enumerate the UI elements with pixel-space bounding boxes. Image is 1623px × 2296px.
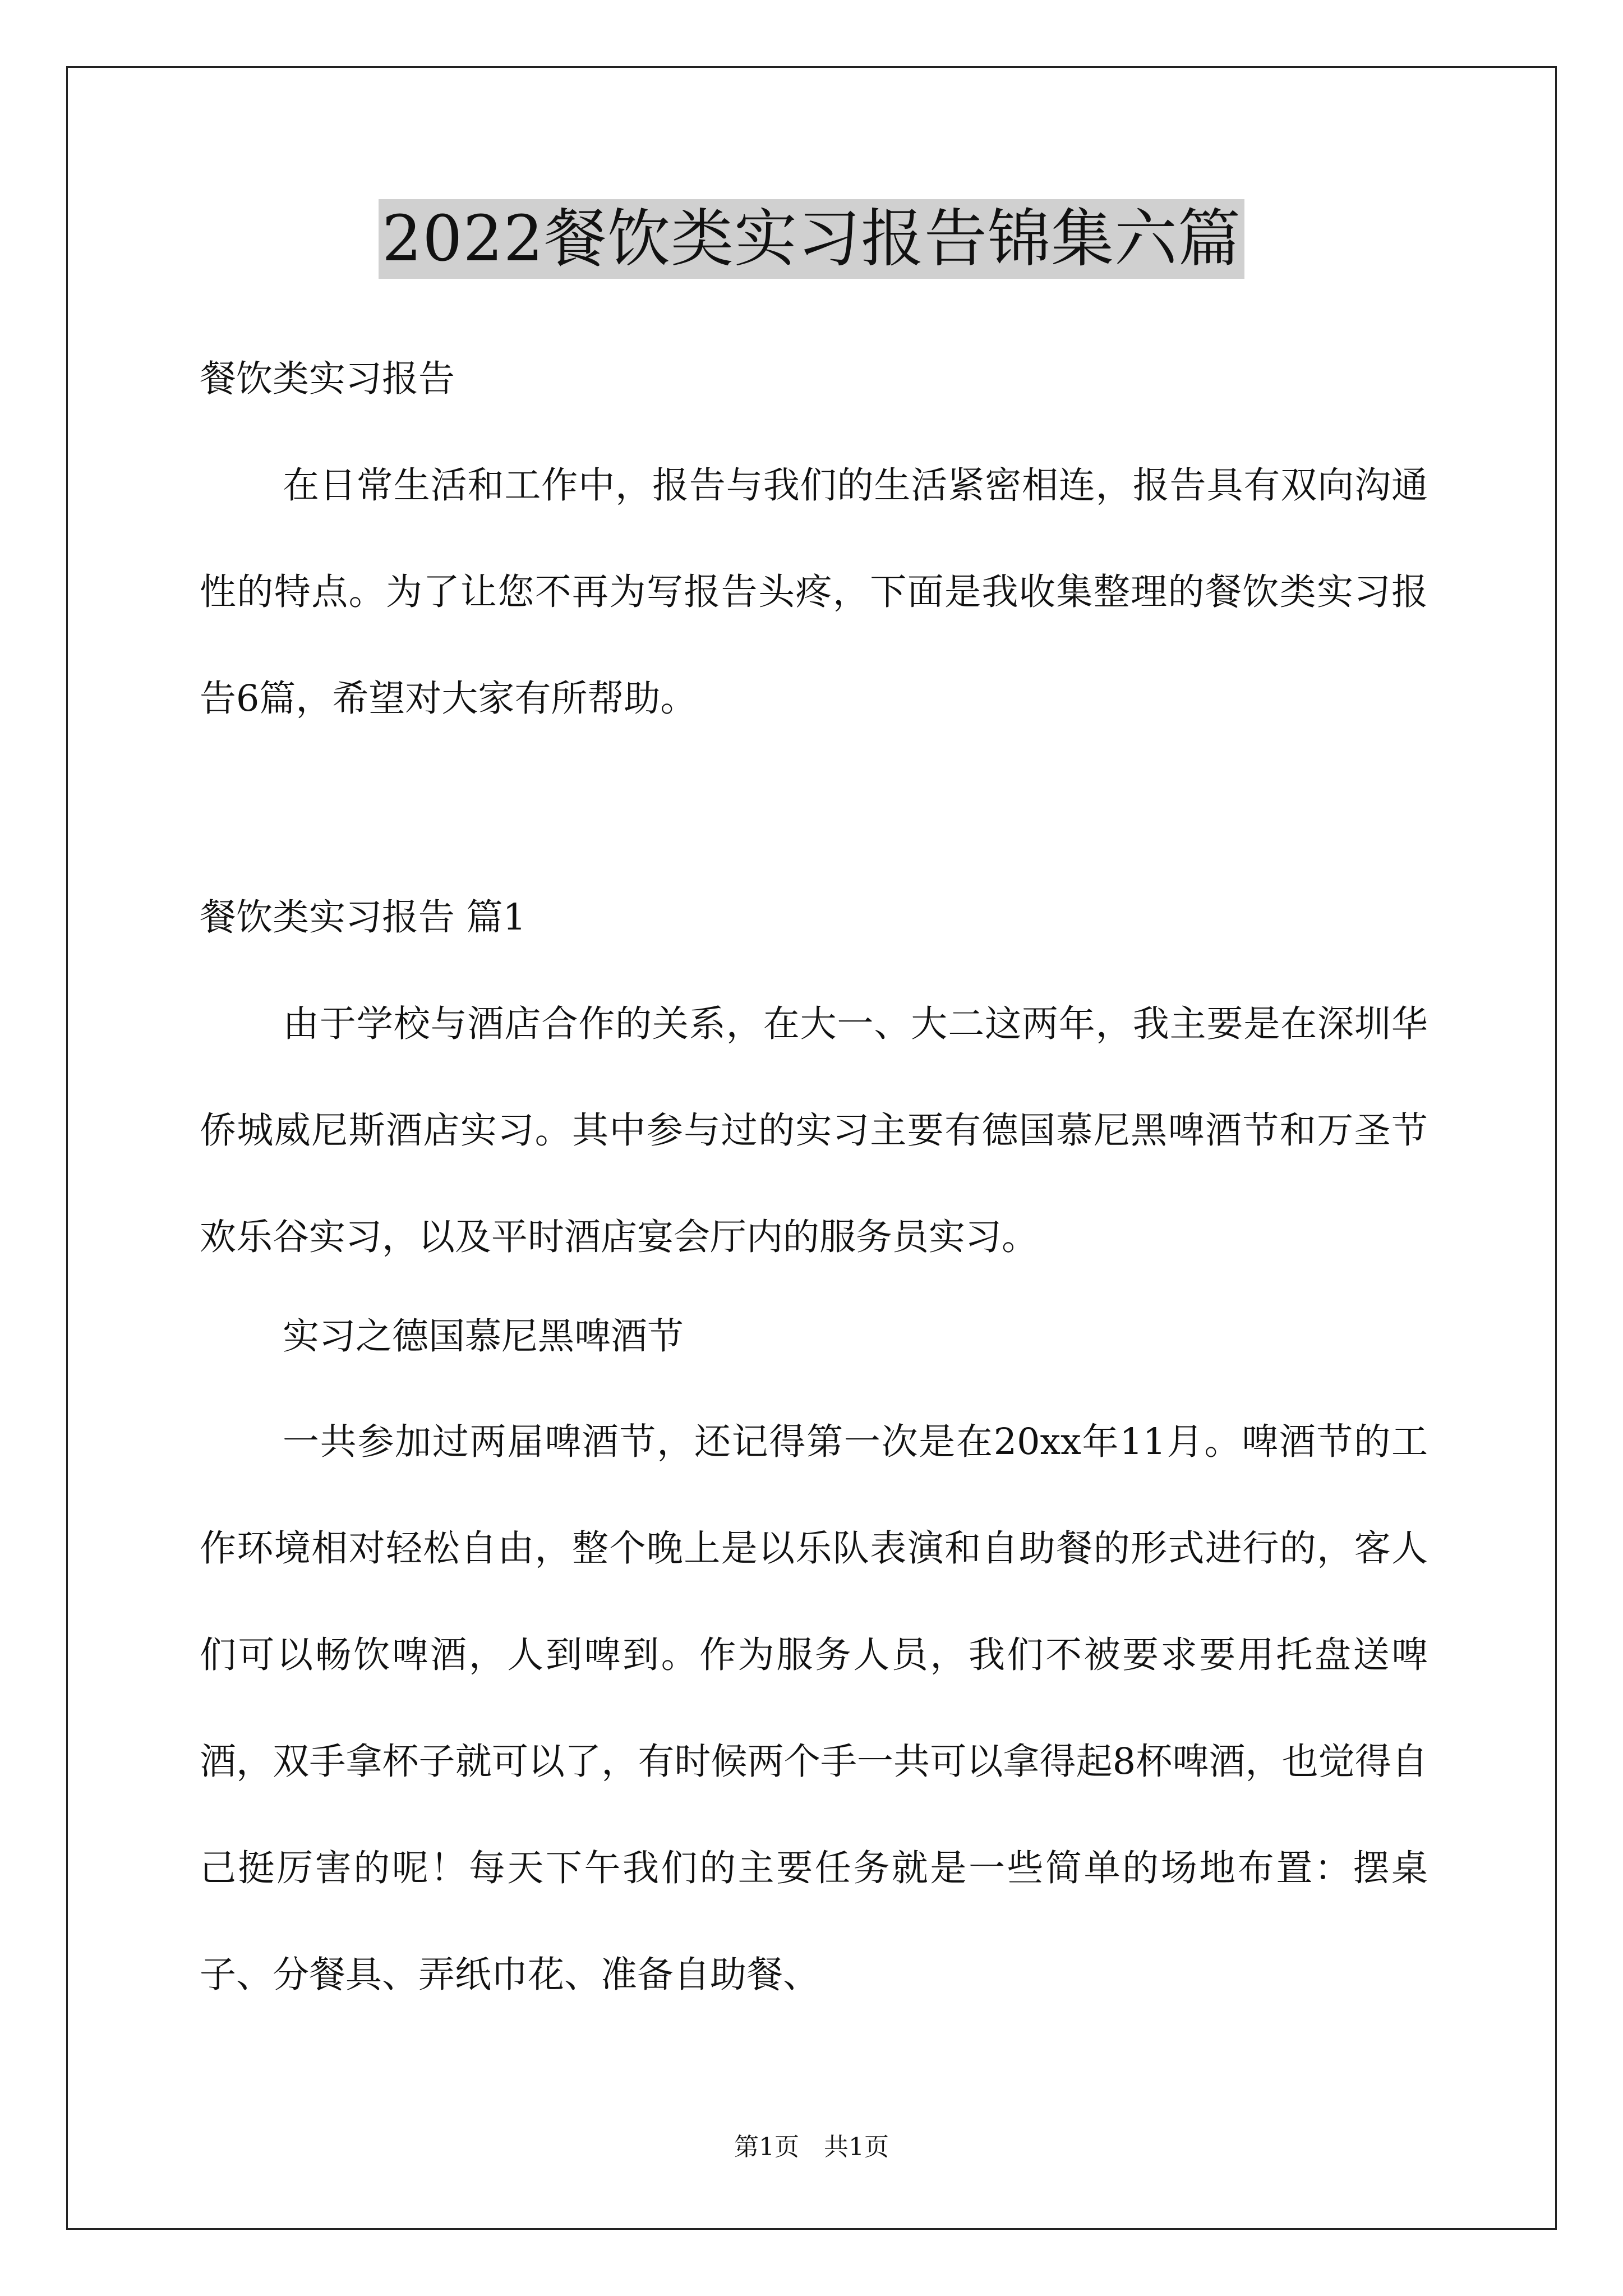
intro-heading: 餐饮类实习报告 (200, 358, 455, 400)
section1-paragraph-2: 一共参加过两届啤酒节，还记得第一次是在20xx年11月。啤酒节的工作环境相对轻松自由，整个晚上是以乐队表演和自助餐的形式进行的，客人们可以畅饮啤酒，人到啤到。作为服务人员，我们不被要求要用托盘送啤酒，双手拿杯子就可以了，有时候两个手一共可以拿得起8杯啤酒，也觉得自己挺厉害的呢！每天下午我们的主要任务就是一些简单的场地布置：摆桌子、分餐具、弄纸巾花、准备自助餐、 (200, 1421, 1428, 1996)
section1-heading: 餐饮类实习报告 篇1 (200, 896, 527, 938)
title-container (0, 199, 1623, 279)
section1-paragraph-1: 由于学校与酒店合作的关系，在大一、大二这两年，我主要是在深圳华侨城威尼斯酒店实习。其中参与过的实习主要有德国慕尼黑啤酒节和万圣节欢乐谷实习，以及平时酒店宴会厅内的服务员实习。 (200, 1003, 1428, 1258)
document-title: 2022餐饮类实习报告锦集六篇 (379, 199, 1244, 279)
section1-subheading: 实习之德国慕尼黑啤酒节 (283, 1315, 684, 1358)
intro-paragraph: 在日常生活和工作中，报告与我们的生活紧密相连，报告具有双向沟通性的特点。为了让您不再为写报告头疼，下面是我收集整理的餐饮类实习报告6篇，希望对大家有所帮助。 (200, 464, 1428, 720)
page-footer: 第1页 共1页 (734, 2133, 889, 2161)
